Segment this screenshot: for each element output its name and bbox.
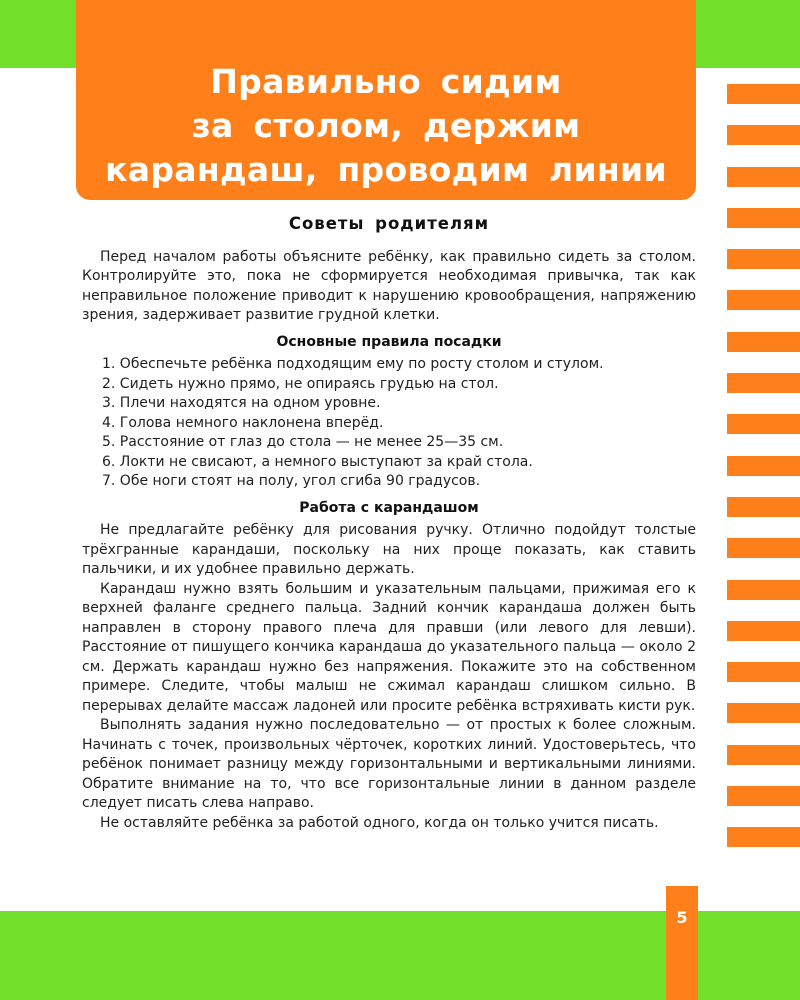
title-line-2: за столом, держим [191,106,581,145]
rule-item: 5. Расстояние от глаз до стола — не менее 25—35 см. [102,434,504,450]
intro-paragraph: Перед началом работы объясните ребёнку, как правильно сидеть за столом. Контролируйте это, пока не сформируется необходимая привычка, так как неправильное положение приводит к нарушению кровообращения, напряжению зрения, задерживает развитие грудной клетки. [82,248,696,323]
stripe [727,745,800,765]
stripe [727,125,800,145]
stripe [727,621,800,641]
stripe [727,497,800,517]
stripe [727,786,800,806]
pencil-paragraph: Карандаш нужно взять большим и указательным пальцами, прижимая его к верхней фаланге среднего пальца. Задний кончик карандаша должен быть направлен в сторону правого плеча для правши (или левого для левши). Расстояние от пишущего кончика карандаша до указательного пальца — около 2 см. Держать карандаш нужно без напряжения. Покажите это на собственном примере. Следите, чтобы малыш не сжимал карандаш слишком сильно. В перерывах делайте массаж ладоней или просите ребёнка встряхивать кисти рук. [82,580,696,714]
rule-item: 1. Обеспечьте ребёнка подходящим ему по росту столом и стулом. [102,356,604,372]
stripe [727,703,800,723]
stripe [727,249,800,269]
stripe [727,662,800,682]
decorative-stripes [727,84,800,869]
stripe [727,456,800,476]
stripe [727,208,800,228]
stripe [727,538,800,558]
stripe [727,290,800,310]
rules-list [82,355,696,492]
pencil-heading: Работа с карандашом [299,499,479,516]
pencil-paragraph: Не предлагайте ребёнку для рисования ручку. Отлично подойдут толстые трёхгранные карандаши, поскольку на них проще показать, как ставить пальчики, и их удобнее правильно держать. [82,522,696,577]
rule-item: 4. Голова немного наклонена вперёд. [102,414,384,431]
rule-item: 6. Локти не свисают, а немного выступают за край стола. [102,453,533,470]
stripe [727,84,800,104]
page-title [76,60,696,192]
advice-heading: Советы родителям [288,214,490,233]
stripe [727,414,800,434]
rule-item: 7. Обе ноги стоят на полу, угол сгиба 90 градусов. [102,473,481,489]
title-banner [76,0,696,200]
stripe [727,827,800,847]
rule-item: 3. Плечи находятся на одном уровне. [102,395,381,411]
title-line-3: карандаш, проводим линии [105,150,667,189]
stripe [727,580,800,600]
stripe [727,332,800,352]
main-content [82,214,696,833]
stripe [727,373,800,393]
title-line-1: Правильно сидим [210,62,562,101]
pencil-paragraph: Выполнять задания нужно последовательно — от простых к более сложным. Начинать с точек, произвольных чёрточек, коротких линий. Удостоверьтесь, что ребёнок понимает разницу между горизонтальными и вертикальными линиями. Обратите внимание на то, что все горизонтальные линии в данном разделе следует писать слева направо. [82,717,696,811]
page-number: 5 [676,908,688,927]
page-number-tab [666,886,698,1000]
stripe [727,167,800,187]
rules-heading: Основные правила посадки [276,333,502,350]
rule-item: 2. Сидеть нужно прямо, не опираясь грудью на стол. [102,375,499,392]
pencil-paragraph: Не оставляйте ребёнка за работой одного, когда он только учится писать. [100,814,659,831]
